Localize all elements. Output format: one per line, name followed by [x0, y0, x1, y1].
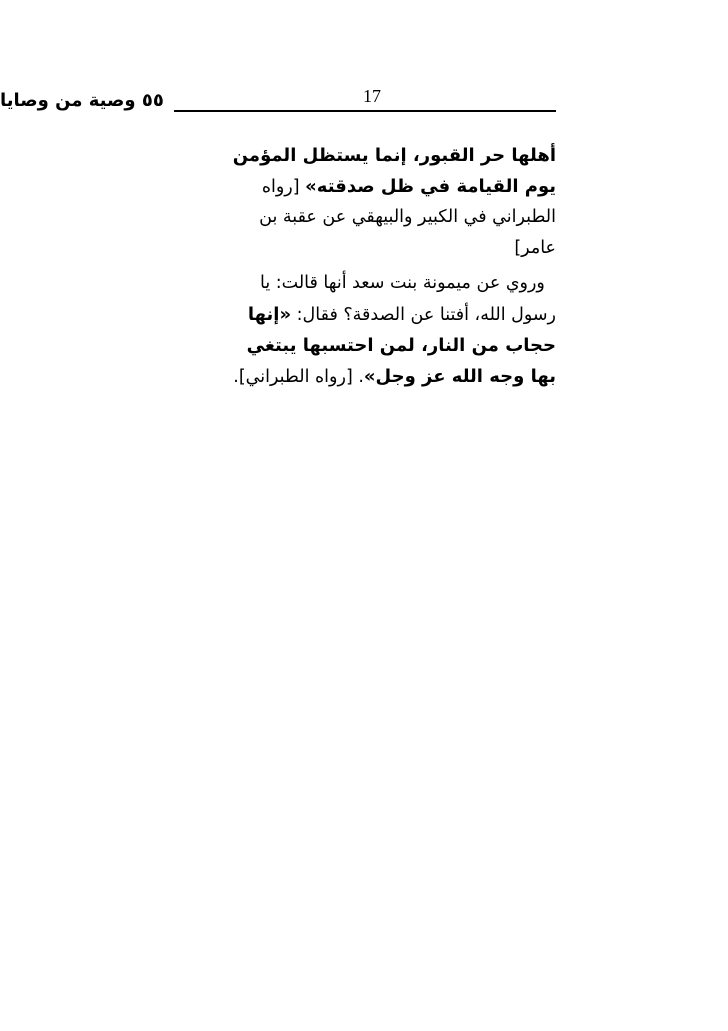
paragraph-2: [170, 268, 556, 392]
text-line: [170, 171, 556, 202]
page-body: [170, 140, 556, 392]
text-line: [170, 361, 556, 392]
text-line: [170, 268, 556, 299]
citation-text: عامر]: [514, 238, 556, 258]
text-line: [170, 140, 556, 171]
page-header: [0, 86, 556, 118]
hadith-text: بها وجه الله عز وجل»: [363, 366, 556, 387]
page-number: 17: [363, 86, 381, 106]
hadith-text: حجاب من النار، لمن احتسبها يبتغي: [246, 335, 556, 356]
paragraph-1: [170, 140, 556, 264]
hadith-text: يوم القيامة في ظل صدقته»: [305, 176, 556, 197]
text-line: [170, 299, 556, 330]
citation-text: الطبراني في الكبير والبيهقي عن عقبة بن: [259, 207, 556, 227]
text-line: [170, 330, 556, 361]
hadith-text: «إنها: [247, 304, 292, 325]
header-rule: [174, 110, 556, 112]
running-title: ٥٥ وصية من وصايا: [0, 90, 164, 111]
citation-text: [رواه: [261, 177, 306, 197]
text-line: [170, 202, 556, 233]
narration-text: رسول الله، أفتنا عن الصدقة؟ فقال:: [291, 305, 556, 325]
hadith-text: أهلها حر القبور، إنما يستظل المؤمن: [232, 145, 556, 166]
narration-text: وروي عن ميمونة بنت سعد أنها قالت: يا: [259, 273, 556, 293]
text-line: [170, 233, 556, 264]
citation-text: . [رواه الطبراني].: [233, 367, 364, 387]
